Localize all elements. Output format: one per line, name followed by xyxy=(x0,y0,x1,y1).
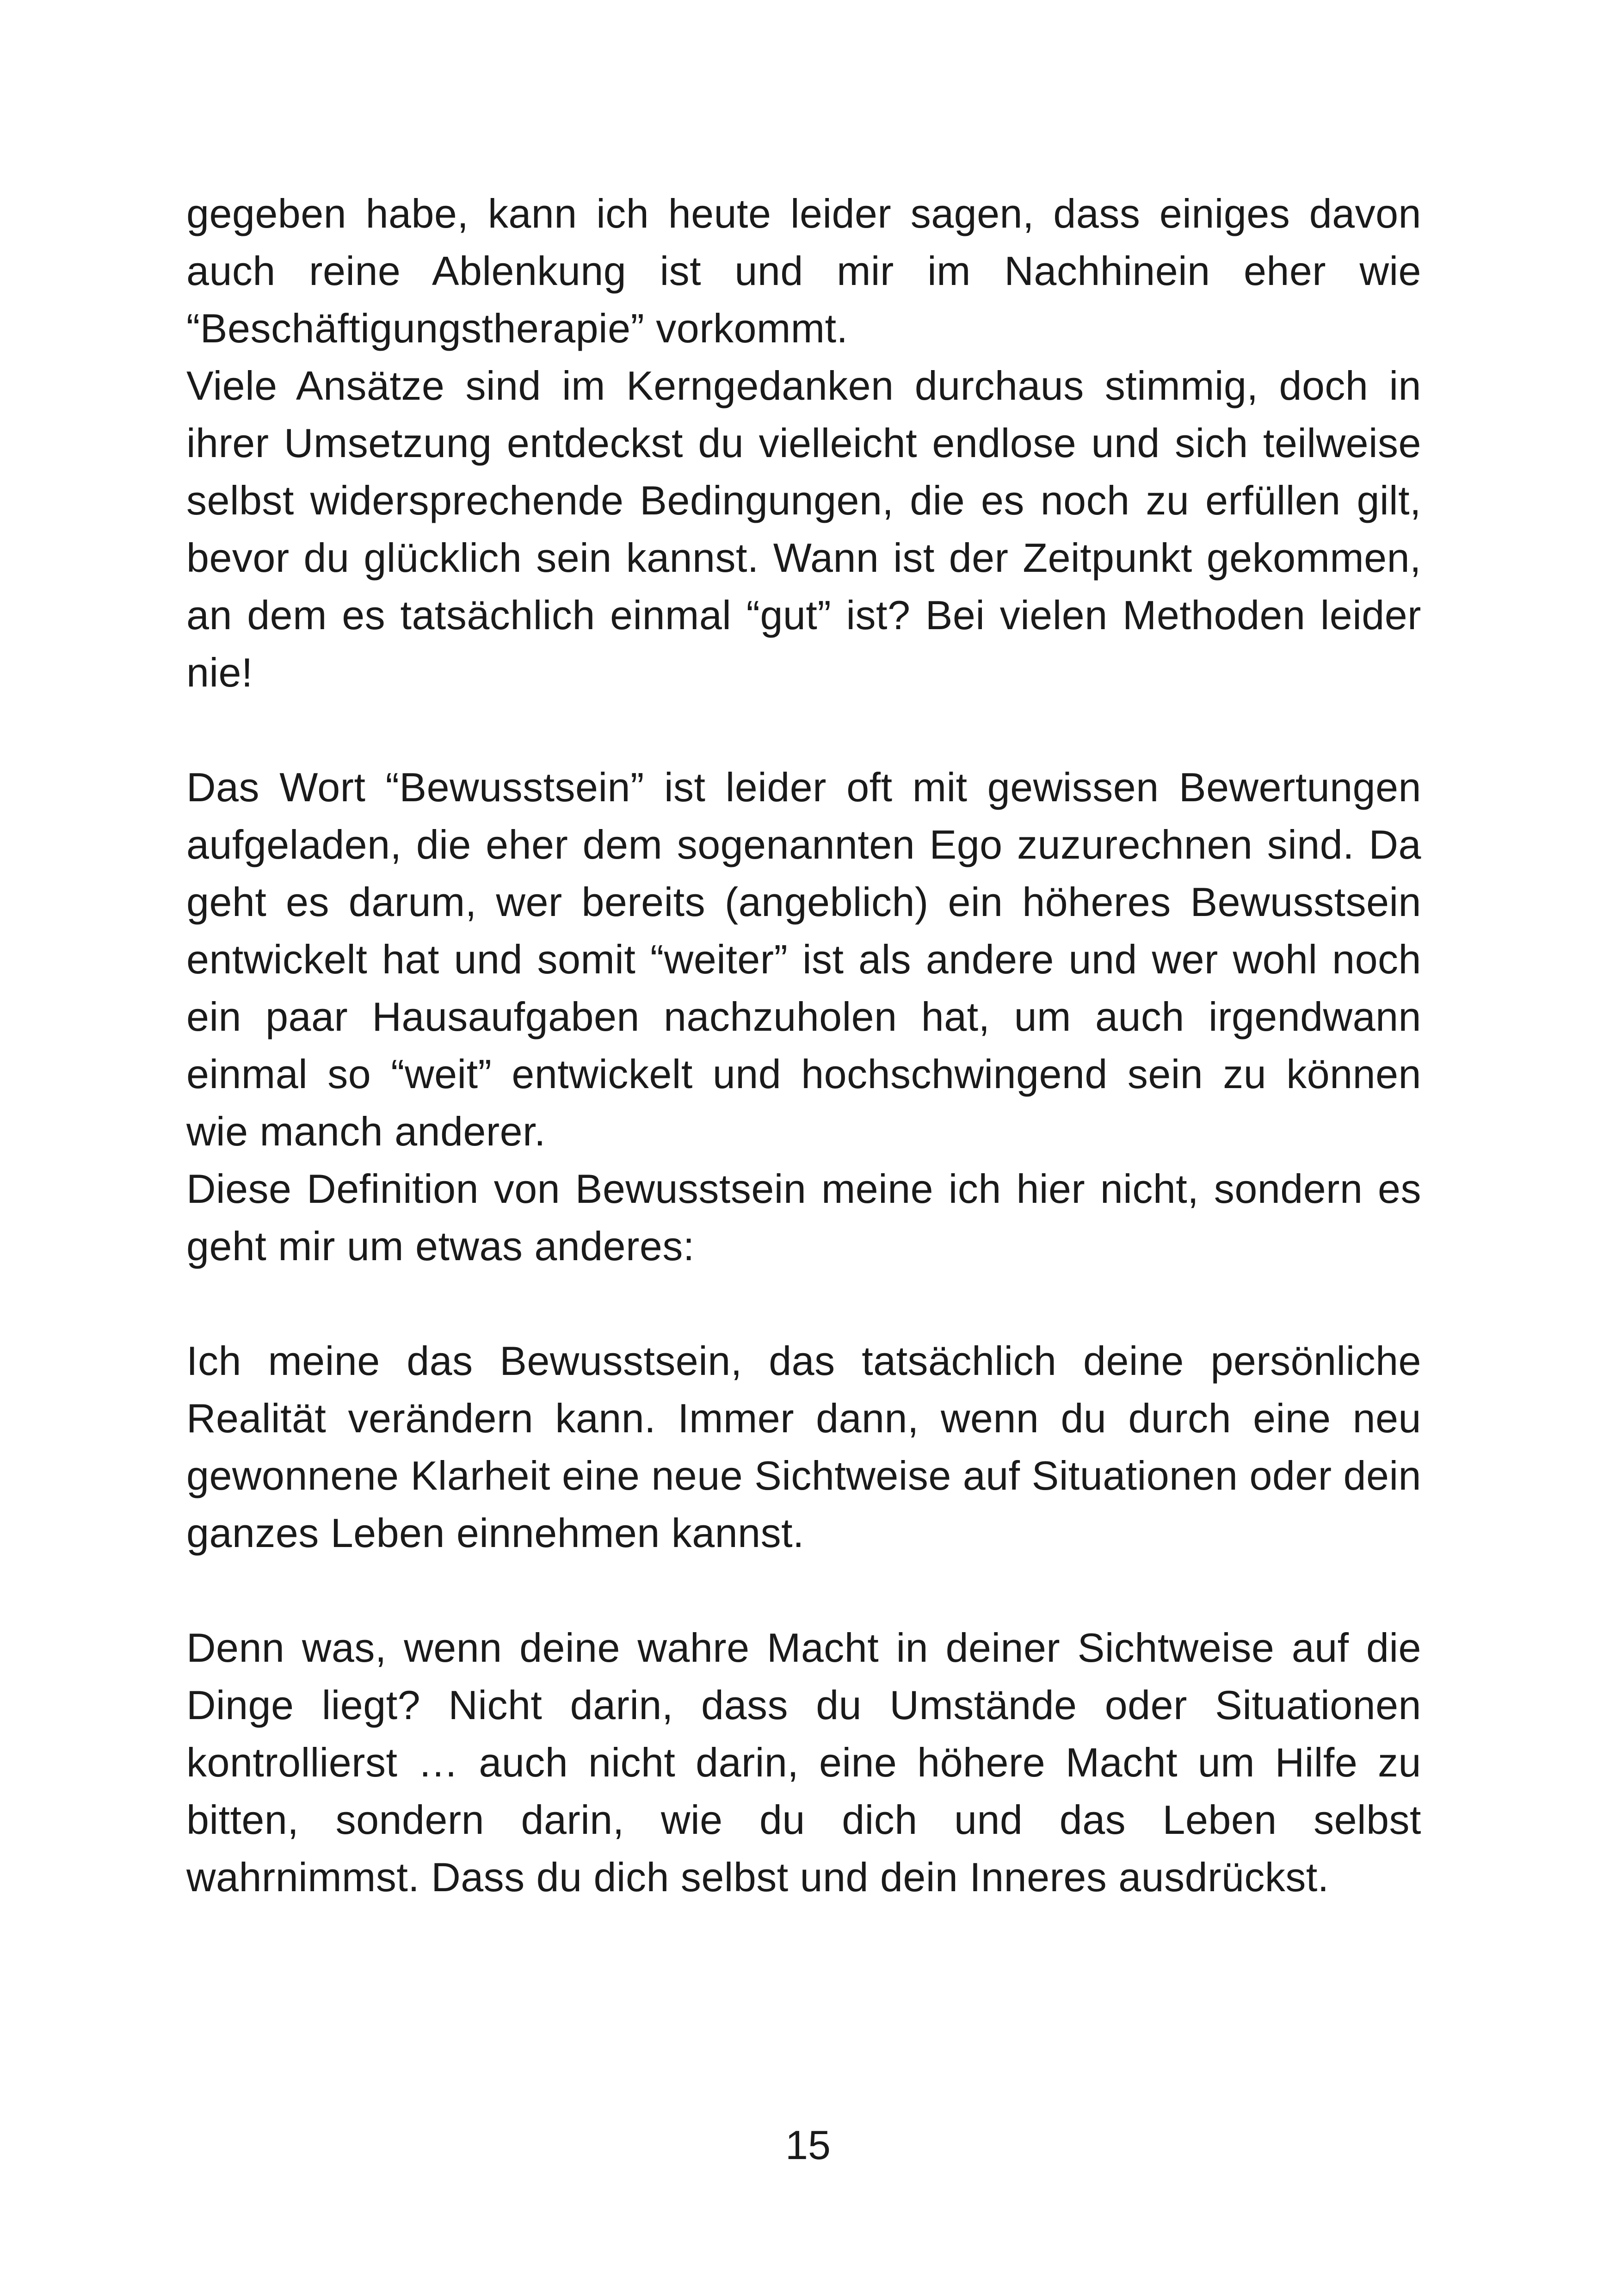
paragraph-spacer xyxy=(186,701,1421,759)
paragraph-4: Diese Definition von Bewusstsein meine ich hier nicht, sondern es geht mir um etwas anderes: xyxy=(186,1166,1421,1269)
paragraph-3: Das Wort “Bewusstsein” ist leider oft mit gewissen Bewertungen aufgeladen, die eher dem sogenannten Ego zuzurechnen sind. Da geht es darum, wer bereits (angeblich) ein höheres Bewusstsein entwickelt hat und somit “weiter” ist als andere und wer wohl noch ein paar Hausaufgaben nachzuholen hat, um auch irgendwann einmal so “weit” entwickelt und hochschwingend sein zu können wie manch anderer. xyxy=(186,764,1421,1154)
body-text xyxy=(186,185,1421,1906)
paragraph-2: Viele Ansätze sind im Kerngedanken durchaus stimmig, doch in ihrer Umsetzung entdeckst du vielleicht endlose und sich teilweise selbst widersprechende Bedingungen, die es noch zu erfüllen gilt, bevor du glücklich sein kannst. Wann ist der Zeitpunkt gekommen, an dem es tatsächlich einmal “gut” ist? Bei vielen Methoden leider nie! xyxy=(186,363,1421,695)
paragraph-spacer xyxy=(186,1275,1421,1332)
paragraph-1: gegeben habe, kann ich heute leider sagen, dass einiges davon auch reine Ablenkung ist und mir im Nachhinein eher wie “Beschäftigungstherapie” vorkommt. xyxy=(186,191,1421,351)
paragraph-5: Ich meine das Bewusstsein, das tatsächlich deine persönliche Realität verändern kann. Immer dann, wenn du durch eine neu gewonnene Klarheit eine neue Sichtweise auf Situationen oder dein ganzes Leben einnehmen kannst. xyxy=(186,1338,1421,1556)
paragraph-spacer xyxy=(186,1562,1421,1619)
paragraph-6: Denn was, wenn deine wahre Macht in deiner Sichtweise auf die Dinge liegt? Nicht darin, dass du Umstände oder Situationen kontrollierst … auch nicht darin, eine höhere Macht um Hilfe zu bitten, sondern darin, wie du dich und das Leben selbst wahrnimmst. Dass du dich selbst und dein Inneres ausdrückst. xyxy=(186,1625,1421,1900)
page-number: 15 xyxy=(785,2122,831,2168)
